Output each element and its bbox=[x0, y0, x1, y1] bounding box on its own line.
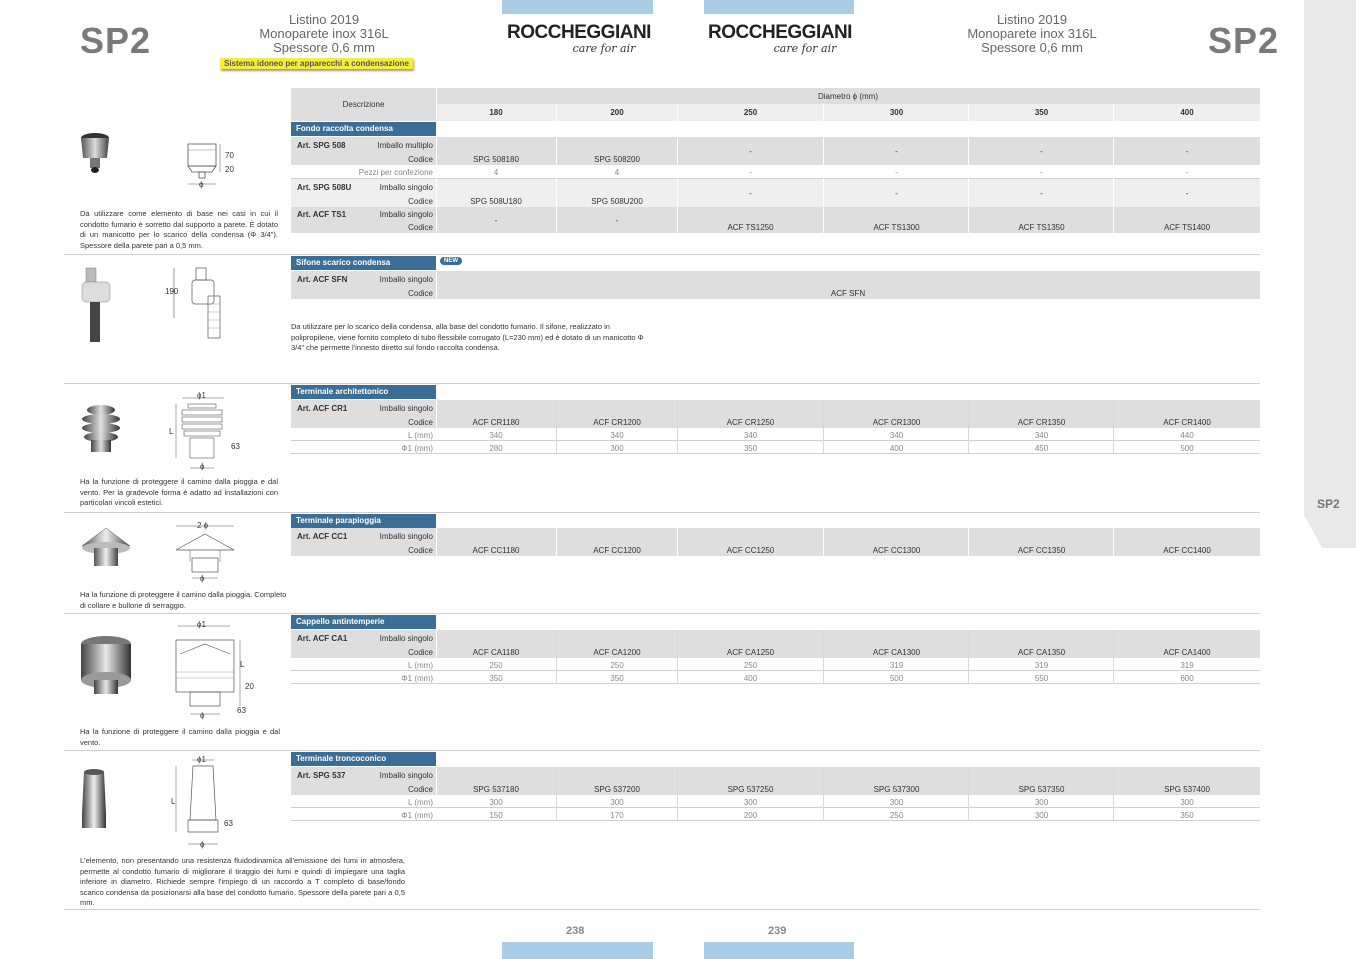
product-line-label: Monoparete inox 316L bbox=[967, 26, 1097, 41]
parapioggia-title: Terminale parapioggia bbox=[291, 514, 436, 528]
pezzi-cell: 4 bbox=[614, 168, 620, 177]
code-cell: SPG 508180 bbox=[473, 155, 519, 164]
cappello-pack: Imballo singolo bbox=[379, 634, 433, 643]
l-cell: 319 bbox=[1034, 661, 1049, 670]
sifone-art: Art. ACF SFN bbox=[297, 275, 348, 284]
phi-cell: 350 bbox=[610, 674, 624, 683]
top-bar-right bbox=[704, 0, 854, 14]
col-sep bbox=[677, 104, 678, 233]
code-cell: ACF CC1200 bbox=[593, 546, 641, 555]
code-cell: SPG 537200 bbox=[594, 785, 640, 794]
code-cell: ACF TS1350 bbox=[1018, 223, 1065, 232]
col-sep bbox=[677, 767, 678, 821]
brand-name: ROCCHEGGIANI bbox=[507, 22, 651, 43]
code-cell: ACF TS1250 bbox=[727, 223, 774, 232]
code-cell: ACF CA1200 bbox=[593, 648, 641, 657]
thickness-label: Spessore 0,6 mm bbox=[273, 40, 375, 55]
fondo-dim-20: 20 bbox=[225, 165, 234, 174]
architettonico-product-image bbox=[80, 402, 122, 456]
right-section-code: SP2 bbox=[1208, 20, 1280, 61]
cappello-dim-20: 20 bbox=[245, 682, 254, 691]
phi-label: Φ1 (mm) bbox=[401, 444, 433, 453]
cappello-dim-phi: ϕ bbox=[200, 711, 205, 720]
pezzi-cell: - bbox=[1185, 168, 1189, 177]
parapioggia-dim-phi: ϕ bbox=[200, 574, 205, 583]
col-sep bbox=[1113, 630, 1114, 684]
code-cell: ACF TS1300 bbox=[873, 223, 920, 232]
col-sep bbox=[968, 630, 969, 684]
listino-label: Listino 2019 bbox=[288, 12, 360, 27]
phi-cell: 350 bbox=[743, 444, 758, 453]
condensing-badge: Sistema idoneo per apparecchi a condensazione bbox=[220, 58, 413, 69]
tronco-dim-l: L bbox=[171, 797, 176, 806]
parapioggia-dimension-drawing bbox=[170, 522, 240, 584]
parapioggia-code-label: Codice bbox=[408, 546, 433, 555]
phi-cell: 550 bbox=[1034, 674, 1049, 683]
phi-cell: 350 bbox=[489, 674, 503, 683]
col-sep bbox=[1113, 104, 1114, 233]
col-sep bbox=[1113, 400, 1114, 454]
phi-cell: 170 bbox=[610, 811, 624, 820]
tronco-dim-phi: ϕ bbox=[200, 840, 205, 849]
col-sep bbox=[556, 104, 557, 233]
col-sep bbox=[436, 271, 437, 299]
col-sep bbox=[968, 767, 969, 821]
l-cell: 250 bbox=[489, 661, 503, 670]
code-cell: - bbox=[1185, 189, 1189, 198]
fondo-pack-acfts1: Imballo singolo bbox=[379, 210, 433, 219]
col-sep bbox=[968, 104, 969, 233]
parapioggia-pack: Imballo singolo bbox=[379, 532, 433, 541]
code-cell: SPG 508U200 bbox=[591, 197, 643, 206]
l-label: L (mm) bbox=[407, 661, 433, 670]
col-sep bbox=[968, 400, 969, 454]
code-cell: - bbox=[895, 189, 898, 198]
parapioggia-description: Ha la funzione di proteggere il camino dalla pioggia. Completo di collare e bullone di serraggio. bbox=[80, 590, 287, 610]
sifone-dimension-drawing bbox=[166, 266, 226, 342]
section-divider bbox=[64, 254, 1260, 255]
fondo-product-image bbox=[78, 132, 114, 176]
code-cell: SPG 537400 bbox=[1164, 785, 1210, 794]
code-cell: - bbox=[1185, 147, 1189, 156]
pezzi-cell: - bbox=[895, 168, 898, 177]
listino-label: Listino 2019 bbox=[996, 12, 1068, 27]
col-sep bbox=[677, 400, 678, 454]
fondo-dim-phi: ϕ bbox=[199, 180, 204, 189]
col-sep bbox=[823, 767, 824, 821]
code-cell: - bbox=[494, 216, 498, 225]
col-sep bbox=[556, 528, 557, 556]
phi-cell: 150 bbox=[489, 811, 503, 820]
code-cell: ACF CA1400 bbox=[1163, 648, 1211, 657]
cappello-product-image bbox=[78, 634, 134, 700]
fondo-description: Da utilizzare come elemento di base nei casi in cui il condotto fumario è sorretto dal supporto a parete. È dotato di un manicotto per lo scarico della condensa (Φ 3/4"). Spessore della parete pari a 0,5 mm. bbox=[80, 209, 278, 250]
l-cell: 300 bbox=[889, 798, 904, 807]
cappello-dim-63: 63 bbox=[237, 706, 246, 715]
sifone-code-label: Codice bbox=[408, 289, 433, 298]
col-sep bbox=[823, 630, 824, 684]
l-cell: 300 bbox=[1034, 798, 1049, 807]
bottom-bar-left bbox=[502, 942, 653, 959]
brand-tagline: care for air bbox=[773, 42, 837, 55]
architettonico-pack: Imballo singolo bbox=[379, 404, 433, 413]
troncoconico-dimension-drawing bbox=[168, 756, 238, 852]
col-sep bbox=[436, 528, 437, 556]
phi-cell: 250 bbox=[889, 811, 904, 820]
col-sep bbox=[436, 400, 437, 428]
size-400: 400 bbox=[1180, 108, 1194, 117]
pezzi-cell: - bbox=[749, 168, 752, 177]
col-sep bbox=[968, 528, 969, 556]
size-300: 300 bbox=[889, 108, 904, 117]
l-cell: 340 bbox=[889, 431, 904, 440]
code-cell: ACF CA1250 bbox=[726, 648, 775, 657]
page-number-left: 238 bbox=[566, 925, 585, 937]
code-cell: SPG 537350 bbox=[1018, 785, 1065, 794]
col-sep bbox=[677, 528, 678, 556]
l-cell: 300 bbox=[1180, 798, 1194, 807]
fondo-pezzi-label: Pezzi per confezione bbox=[358, 168, 433, 177]
code-cell: ACF CR1200 bbox=[593, 418, 641, 427]
l-cell: 300 bbox=[610, 798, 624, 807]
fondo-code-label: Codice bbox=[408, 155, 433, 164]
brand-name: ROCCHEGGIANI bbox=[708, 22, 852, 43]
sifone-code: ACF SFN bbox=[830, 289, 866, 298]
code-cell: - bbox=[1040, 189, 1043, 198]
size-200: 200 bbox=[610, 108, 624, 117]
thickness-label: Spessore 0,6 mm bbox=[981, 40, 1083, 55]
descrizione-header: Descrizione bbox=[342, 100, 385, 109]
col-sep bbox=[436, 630, 437, 658]
brand-logo-left bbox=[496, 22, 662, 55]
troncoconico-art: Art. SPG 537 bbox=[297, 771, 346, 780]
code-cell: ACF CA1180 bbox=[472, 648, 520, 657]
fondo-title: Fondo raccolta condensa bbox=[291, 122, 436, 136]
troncoconico-product-image bbox=[78, 768, 110, 832]
fondo-dim-70: 70 bbox=[225, 151, 234, 160]
l-label: L (mm) bbox=[407, 431, 433, 440]
top-bar-left bbox=[502, 0, 653, 14]
architettonico-code-label: Codice bbox=[408, 418, 433, 427]
pezzi-cell: 4 bbox=[493, 168, 499, 177]
phi-cell: 450 bbox=[1034, 444, 1049, 453]
code-cell: SPG 537180 bbox=[473, 785, 519, 794]
col-sep bbox=[677, 630, 678, 684]
col-sep bbox=[823, 400, 824, 454]
col-sep bbox=[556, 630, 557, 684]
size-250: 250 bbox=[743, 108, 758, 117]
l-cell: 300 bbox=[489, 798, 503, 807]
phi-cell: 300 bbox=[1034, 811, 1049, 820]
phi-cell: 600 bbox=[1180, 674, 1194, 683]
arch-dim-phi: ϕ bbox=[200, 462, 205, 471]
phi-cell: 400 bbox=[889, 444, 904, 453]
col-sep bbox=[823, 104, 824, 233]
code-cell: ACF CC1180 bbox=[472, 546, 520, 555]
sifone-description: Da utilizzare per lo scarico della condensa, alla base del condotto fumario. Il sifone, realizzato in polipropilene, viene fornito completo di tubo flessibile corrugato (L=230 mm) ed è dotato di un manicotto Φ 3/4" che permette l'innesto diretto sul fondo raccolta condensa. bbox=[291, 322, 644, 352]
l-cell: 340 bbox=[743, 431, 758, 440]
section-divider bbox=[64, 383, 1260, 384]
cappello-dim-l: L bbox=[240, 660, 245, 669]
section-divider bbox=[64, 613, 1260, 614]
sifone-pack: Imballo singolo bbox=[379, 275, 433, 284]
col-sep bbox=[436, 88, 437, 233]
code-cell: ACF TS1400 bbox=[1163, 223, 1211, 232]
fondo-code-label: Codice bbox=[408, 223, 433, 232]
troncoconico-description: L'elemento, non presentando una resistenza fluidodinamica all'emissione dei fumi in atmosfera, permette al condotto fumario di migliorare il tiraggio dei fumi e quindi di impiegare una taglia inferiore in diametro. Richiede sempre l'impiego di un raccordo a T completo di base/fondo scarico condensa da posizionarsi alla base del condotto fumario. Spessore della parete pari a 0,5 mm. bbox=[80, 856, 405, 907]
cappello-code-label: Codice bbox=[408, 648, 433, 657]
l-cell: 340 bbox=[1034, 431, 1049, 440]
sifone-dim-190: 190 bbox=[165, 287, 179, 296]
parapioggia-dim-2phi: 2 ϕ bbox=[197, 521, 209, 530]
phi-cell: 500 bbox=[889, 674, 904, 683]
header-left-lines bbox=[244, 13, 404, 55]
arch-dim-63: 63 bbox=[231, 442, 240, 451]
code-cell: - bbox=[1040, 147, 1043, 156]
col-sep bbox=[556, 767, 557, 821]
fondo-code-label: Codice bbox=[408, 197, 433, 206]
phi-cell: 400 bbox=[743, 674, 758, 683]
section-divider bbox=[64, 512, 1260, 513]
page-number-right: 239 bbox=[768, 925, 787, 937]
l-cell: 340 bbox=[489, 431, 503, 440]
size-180: 180 bbox=[489, 108, 503, 117]
l-cell: 250 bbox=[610, 661, 624, 670]
troncoconico-title: Terminale troncoconico bbox=[291, 752, 436, 766]
code-cell: ACF CA1350 bbox=[1017, 648, 1066, 657]
l-label: L (mm) bbox=[407, 798, 433, 807]
brand-tagline: care for air bbox=[572, 42, 636, 55]
pezzi-cell: - bbox=[1040, 168, 1043, 177]
troncoconico-code-label: Codice bbox=[408, 785, 433, 794]
product-line-label: Monoparete inox 316L bbox=[259, 26, 389, 41]
architettonico-description: Ha la funzione di proteggere il camino dalla pioggia e dal vento. Per la gradevole forma è adatto ad installazioni con particolari vincoli estetici. bbox=[80, 477, 278, 507]
code-cell: - bbox=[615, 216, 619, 225]
side-tab bbox=[1304, 0, 1356, 548]
phi-cell: 350 bbox=[1180, 811, 1194, 820]
col-sep bbox=[556, 400, 557, 454]
cappello-description: Ha la funzione di proteggere il camino dalla pioggia e dal vento. bbox=[80, 727, 280, 747]
cappello-dimension-drawing bbox=[168, 622, 250, 718]
troncoconico-pack: Imballo singolo bbox=[379, 771, 433, 780]
code-cell: ACF CR1180 bbox=[472, 418, 520, 427]
new-badge: NEW bbox=[440, 257, 462, 265]
parapioggia-product-image bbox=[78, 524, 134, 570]
phi-cell: 280 bbox=[489, 444, 503, 453]
code-cell: SPG 508U180 bbox=[470, 197, 522, 206]
arch-dim-l: L bbox=[169, 427, 174, 436]
fondo-pack-spg508u: Imballo singolo bbox=[379, 183, 433, 192]
phi-label: Φ1 (mm) bbox=[401, 674, 433, 683]
code-cell: ACF CC1400 bbox=[1163, 546, 1211, 555]
sifone-product-image bbox=[80, 266, 120, 346]
code-cell: - bbox=[895, 147, 898, 156]
code-cell: SPG 537250 bbox=[727, 785, 774, 794]
l-cell: 319 bbox=[889, 661, 904, 670]
code-cell: ACF CC1300 bbox=[872, 546, 921, 555]
phi-cell: 300 bbox=[610, 444, 624, 453]
code-cell: - bbox=[749, 147, 752, 156]
bottom-bar-right bbox=[704, 942, 854, 959]
fondo-pack-spg508: Imballo multiplo bbox=[377, 141, 433, 150]
fondo-art-spg508u: Art. SPG 508U bbox=[297, 183, 352, 192]
col-sep bbox=[1113, 767, 1114, 821]
l-cell: 440 bbox=[1180, 431, 1194, 440]
cappello-title: Cappello antintemperie bbox=[291, 615, 436, 629]
col-sep bbox=[823, 528, 824, 556]
l-cell: 340 bbox=[610, 431, 624, 440]
col-sep bbox=[436, 767, 437, 795]
arch-dim-phi1: ϕ1 bbox=[197, 391, 206, 400]
code-cell: SPG 508200 bbox=[594, 155, 640, 164]
col-sep bbox=[1113, 528, 1114, 556]
phi-label: Φ1 (mm) bbox=[401, 811, 433, 820]
tronco-dim-phi1: ϕ1 bbox=[197, 755, 206, 764]
phi-cell: 500 bbox=[1180, 444, 1194, 453]
code-cell: SPG 537300 bbox=[873, 785, 920, 794]
l-cell: 300 bbox=[743, 798, 758, 807]
code-cell: ACF CR1300 bbox=[872, 418, 921, 427]
side-tab-label: SP2 bbox=[1317, 497, 1340, 511]
cappello-art: Art. ACF CA1 bbox=[297, 634, 348, 643]
cappello-dim-phi1: ϕ1 bbox=[197, 620, 206, 629]
header-right-lines bbox=[952, 13, 1112, 55]
architettonico-art: Art. ACF CR1 bbox=[297, 404, 348, 413]
left-section-code: SP2 bbox=[80, 20, 152, 61]
l-cell: 319 bbox=[1180, 661, 1194, 670]
code-cell: ACF CA1300 bbox=[872, 648, 921, 657]
code-cell: ACF CR1250 bbox=[726, 418, 775, 427]
fondo-art-acfts1: Art. ACF TS1 bbox=[297, 210, 347, 219]
section-divider bbox=[64, 750, 1260, 751]
sifone-title: Sifone scarico condensa bbox=[291, 256, 436, 270]
section-divider bbox=[64, 909, 1260, 910]
size-350: 350 bbox=[1034, 108, 1049, 117]
fondo-art-spg508: Art. SPG 508 bbox=[297, 141, 346, 150]
architettonico-title: Terminale architettonico bbox=[291, 385, 436, 399]
code-cell: - bbox=[749, 189, 752, 198]
code-cell: ACF CC1250 bbox=[726, 546, 775, 555]
code-cell: ACF CR1350 bbox=[1017, 418, 1066, 427]
l-cell: 250 bbox=[743, 661, 758, 670]
phi-cell: 200 bbox=[743, 811, 758, 820]
tronco-dim-63: 63 bbox=[224, 819, 233, 828]
code-cell: ACF CC1350 bbox=[1017, 546, 1066, 555]
brand-logo-right bbox=[697, 22, 863, 55]
diameter-header: Diametro ϕ (mm) bbox=[817, 92, 879, 101]
parapioggia-art: Art. ACF CC1 bbox=[297, 532, 348, 541]
code-cell: ACF CR1400 bbox=[1163, 418, 1211, 427]
